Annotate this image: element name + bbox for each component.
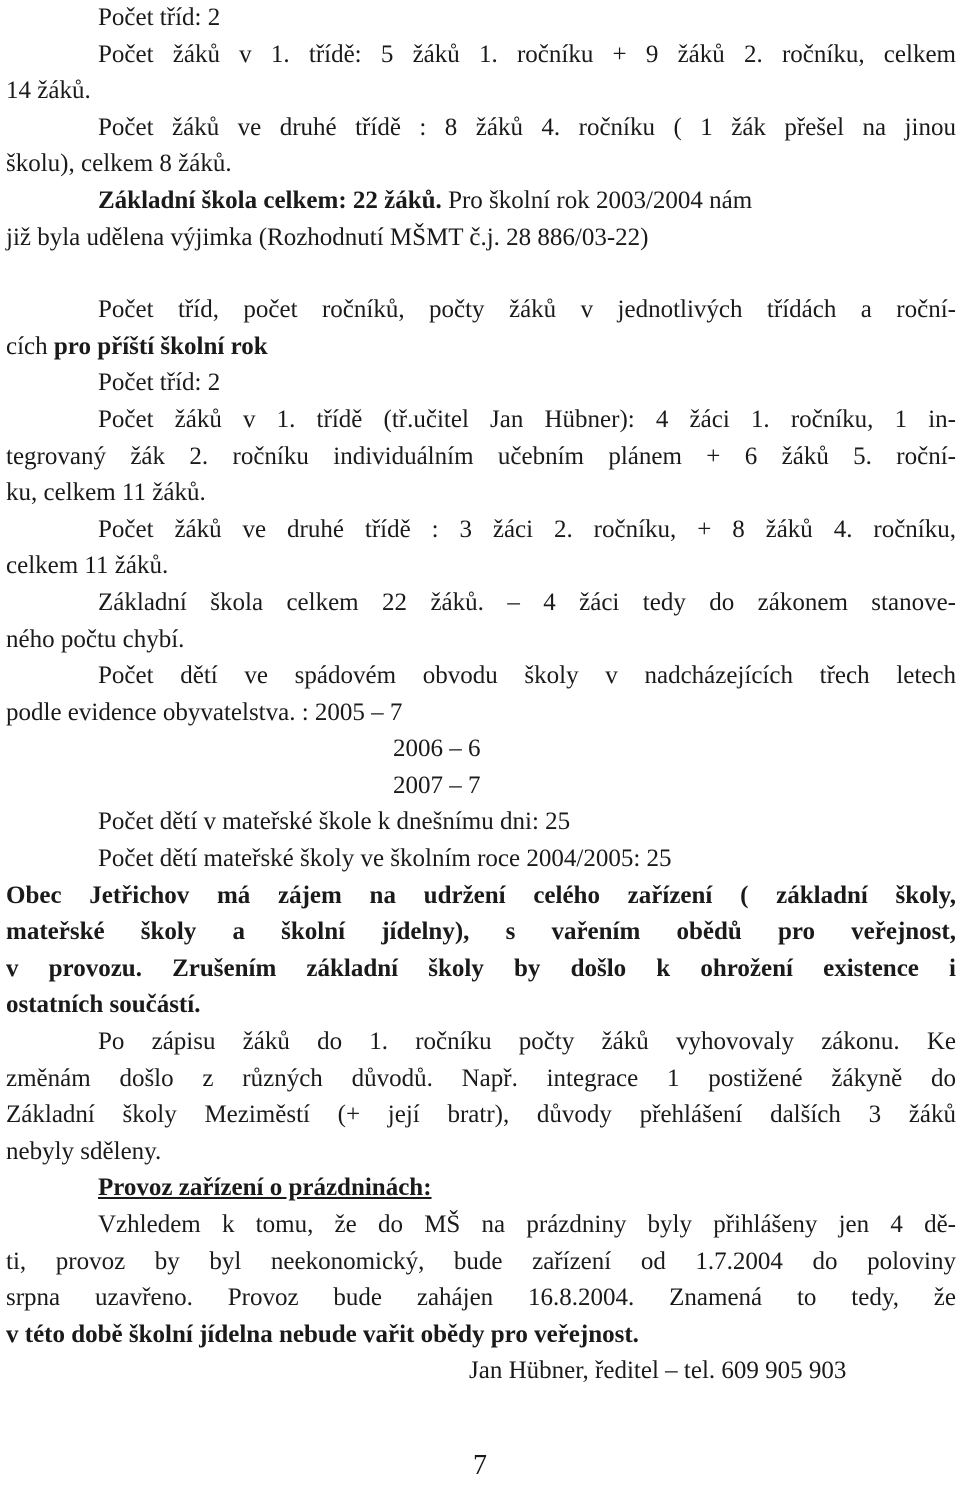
- holiday-heading-line: [6, 1170, 956, 1207]
- school-total-bold: Základní škola celkem: 22 žáků.: [98, 186, 442, 214]
- line-census-2005: podle evidence obyvatelstva. : 2005 – 7: [6, 698, 403, 726]
- line-municipality-3: v provozu. Zrušením základní školy by došlo k ohrožení existence i: [6, 954, 956, 982]
- line-exemption: již byla udělena výjimka (Rozhodnutí MŠMT č.j. 28 886/03-22): [6, 223, 649, 251]
- school-year-note: Pro školní rok 2003/2004 nám: [441, 186, 753, 214]
- line-kindergarten-today: Počet dětí v mateřské škole k dnešnímu dni: 25: [98, 808, 571, 836]
- line-next-second-class-total: celkem 11 žáků.: [6, 552, 169, 580]
- line-next-second-class: Počet žáků ve druhé třídě : 3 žáci 2. ročníku, + 8 žáků 4. ročníku,: [98, 515, 956, 543]
- line-next-year-heading-cont: [6, 329, 956, 366]
- line-municipality-1: Obec Jetřichov má zájem na udržení celého zařízení ( základní školy,: [6, 881, 956, 909]
- line-kindergarten-next-year: Počet dětí mateřské školy ve školním roce 2004/2005: 25: [98, 845, 672, 873]
- line-census-2006: 2006 – 6: [393, 735, 481, 763]
- holiday-heading: Provoz zařízení o prázdninách:: [98, 1174, 432, 1202]
- line-catchment: Počet dětí ve spádovém obvodu školy v nadcházejících třech letech: [98, 662, 956, 690]
- document-page: [6, 0, 956, 1485]
- signature-line: Jan Hübner, ředitel – tel. 609 905 903: [469, 1357, 847, 1385]
- line-municipality-4: ostatních součástí.: [6, 991, 201, 1019]
- line-class-count: Počet tříd: 2: [98, 4, 221, 31]
- line-next-class-count: Počet tříd: 2: [98, 369, 221, 397]
- line-holiday-2: ti, provoz by byl neekonomický, bude zařízení od 1.7.2004 do poloviny: [6, 1247, 956, 1275]
- line-holiday-3: srpna uzavřeno. Provoz bude zahájen 16.8.2004. Znamená to tedy, že: [6, 1284, 956, 1312]
- line-second-class-total: školu), celkem 8 žáků.: [6, 150, 232, 178]
- line-next-school-total: Základní škola celkem 22 žáků. – 4 žáci tedy do zákonem stanove-: [98, 588, 956, 616]
- next-school-year-bold: pro příští školní rok: [53, 332, 268, 360]
- line-next-first-class: Počet žáků v 1. třídě (tř.učitel Jan Hübner): 4 žáci 1. ročníku, 1 in-: [98, 405, 956, 433]
- line-second-class: Počet žáků ve druhé třídě : 8 žáků 4. ročníku ( 1 žák přešel na jinou: [98, 113, 956, 141]
- line-next-first-class-cont: tegrovaný žák 2. ročníku individuálním učebním plánem + 6 žáků 5. roční-: [6, 442, 956, 470]
- heading-cont-text: cích: [6, 332, 54, 360]
- line-next-first-class-total: ku, celkem 11 žáků.: [6, 479, 206, 507]
- line-holiday-1: Vzhledem k tomu, že do MŠ na prázdniny byly přihlášeny jen 4 dě-: [98, 1211, 956, 1238]
- line-school-total: [6, 183, 956, 220]
- line-enrolment-3: Základní školy Meziměstí (+ její bratr), důvody přehlášení dalších 3 žáků: [6, 1101, 956, 1129]
- line-enrolment-2: změnám došlo z různých důvodů. Např. integrace 1 postižené žákyně do: [6, 1064, 956, 1092]
- line-holiday-4: v této době školní jídelna nebude vařit obědy pro veřejnost.: [6, 1320, 639, 1348]
- line-enrolment-1: Po zápisu žáků do 1. ročníku počty žáků vyhovovaly zákonu. Ke: [98, 1028, 956, 1056]
- line-next-year-heading: Počet tříd, počet ročníků, počty žáků v jednotlivých třídách a roční-: [98, 296, 956, 324]
- line-census-2007: 2007 – 7: [393, 771, 481, 799]
- line-missing-pupils: ného počtu chybí.: [6, 625, 185, 653]
- spacer: [6, 256, 956, 292]
- line-municipality-2: mateřské školy a školní jídelny), s vařením obědů pro veřejnost,: [6, 918, 956, 946]
- line-enrolment-4: nebyly sděleny.: [6, 1137, 162, 1165]
- line-first-class: Počet žáků v 1. třídě: 5 žáků 1. ročníku + 9 žáků 2. ročníku, celkem: [98, 40, 956, 68]
- page-number: 7: [473, 1450, 487, 1481]
- line-first-class-total: 14 žáků.: [6, 77, 91, 105]
